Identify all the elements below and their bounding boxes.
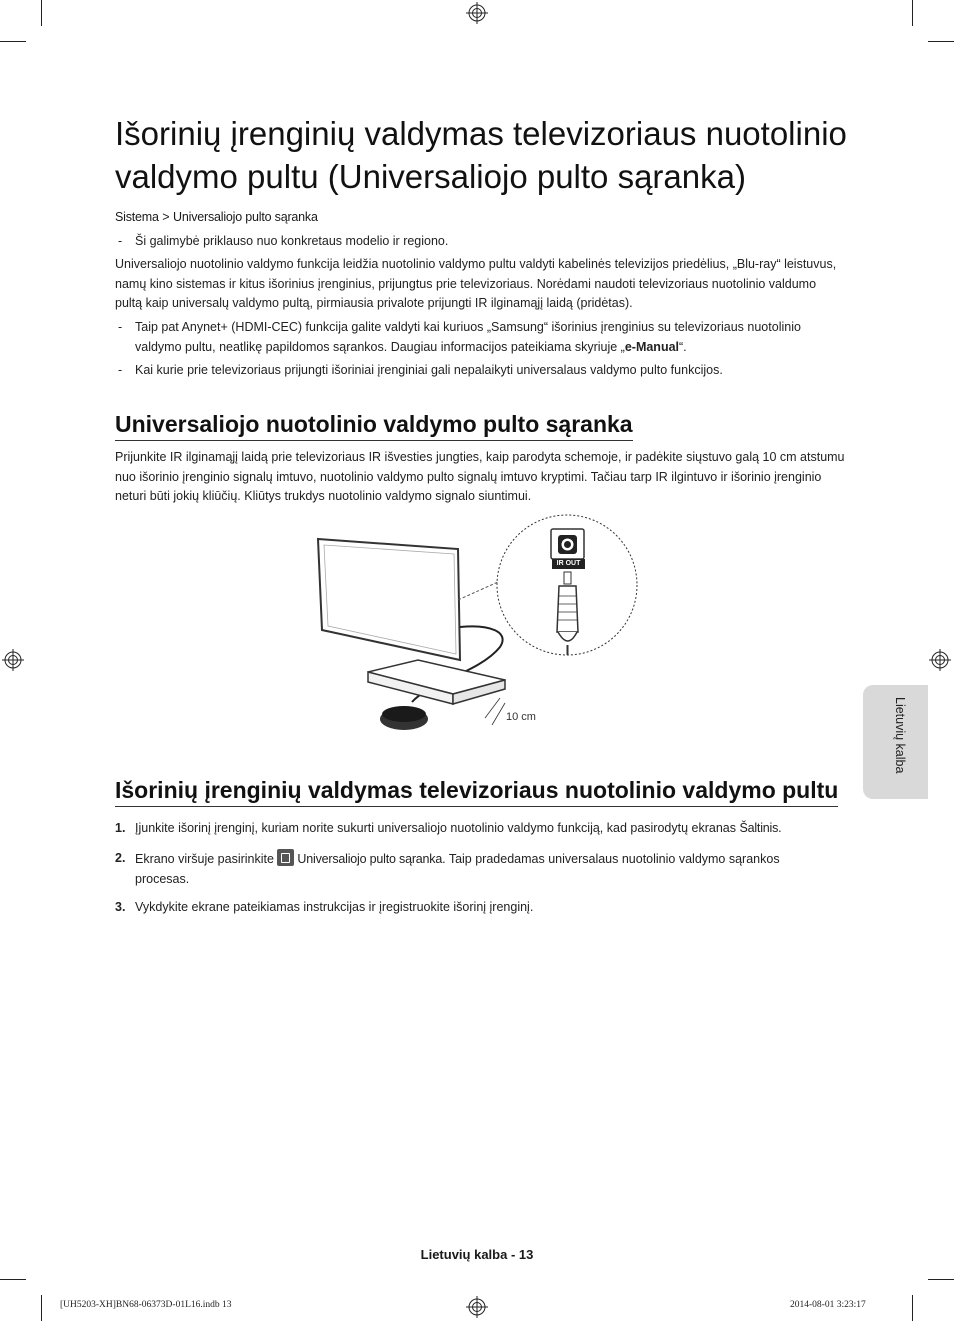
- section-paragraph: Prijunkite IR ilginamąjį laidą prie televizoriaus IR išvesties jungties, kaip parodyta schemoje, ir padėkite siųstuvo galą 10 cm atstumu nuo išorinio įrenginio signalų imtuvo, nuotolinio valdymo pulto signalų imtuvo kryptimi. Tačiau tarp IR ilgintuvo ir išorinio įrenginio neturi būti jokių kliūčių. Kliūtys trukdys nuotolinio valdymo signalo siuntimui.: [115, 450, 845, 503]
- note-text: Ši galimybė priklauso nuo konkretaus modelio ir regiono.: [135, 234, 449, 248]
- crop-mark: [41, 0, 42, 26]
- crop-mark: [912, 0, 913, 26]
- ir-extender-diagram: [300, 512, 650, 737]
- step-item: [115, 849, 835, 889]
- print-slug-left: [UH5203-XH]BN68-06373D-01L16.indb 13: [60, 1300, 232, 1310]
- registration-mark-icon: [466, 1296, 488, 1318]
- note-text-part: Taip pat Anynet+ (HDMI-CEC) funkcija galite valdyti kai kuriuos „Samsung“ išorinius įrenginius su televizoriaus nuotolinio valdymo pultu, neatlikę papildomos sąrankos. Daugiau informacijos pateikiama skyriuje „: [135, 320, 801, 354]
- dash-bullet: -: [118, 234, 123, 248]
- note-item: [118, 232, 838, 252]
- note-text: Kai kurie prie televizoriaus prijungti išoriniai įrenginiai gali nepalaikyti universalaus valdymo pulto funkcijos.: [135, 363, 723, 377]
- registration-mark-icon: [466, 2, 488, 24]
- step-text-part: Ekrano viršuje pasirinkite: [135, 852, 278, 866]
- step-item: [115, 819, 835, 839]
- universal-remote-setup-icon: [277, 849, 294, 866]
- step-item: [115, 898, 835, 918]
- step-text: [135, 819, 835, 839]
- distance-label: 10 cm: [506, 711, 536, 723]
- print-slug-right: 2014-08-01 3:23:17: [790, 1300, 866, 1310]
- language-side-tab: [863, 685, 928, 799]
- breadcrumb-item: Universaliojo pulto sąranka: [173, 210, 318, 224]
- tv-illustration: [318, 539, 460, 660]
- breadcrumb: [115, 208, 318, 226]
- ui-term: Universaliojo pulto sąranka: [297, 852, 443, 866]
- step-text: [135, 849, 835, 889]
- crop-mark: [41, 1295, 42, 1321]
- step-text-part: Įjunkite išorinį įrenginį, kuriam norite sukurti universaliojo nuotolinio valdymo funkciją, kad pasirodytų ekranas: [135, 821, 740, 835]
- step-text-part: . Taip pradedamas universalaus nuotolinio valdymo sąrankos procesas.: [135, 852, 780, 886]
- crop-mark: [928, 41, 954, 42]
- crop-mark: [928, 1279, 954, 1280]
- ir-out-label: IR OUT: [556, 560, 581, 567]
- note-item: [118, 318, 838, 357]
- section-heading: Universaliojo nuotolinio valdymo pulto sąranka: [115, 410, 633, 441]
- note-item: [118, 361, 838, 381]
- dash-bullet: -: [118, 320, 123, 334]
- note-text-part: “.: [679, 339, 687, 354]
- note-text: [135, 318, 838, 357]
- side-tab-label: Lietuvių kalba: [893, 697, 907, 774]
- breadcrumb-item: Sistema: [115, 210, 159, 224]
- crop-mark: [0, 41, 26, 42]
- step-number: 3.: [115, 900, 126, 914]
- crop-mark: [912, 1295, 913, 1321]
- step-number: 1.: [115, 821, 126, 835]
- section-heading: Išorinių įrenginių valdymas televizoriaus nuotolinio valdymo pultu: [115, 776, 838, 807]
- crop-mark: [0, 1279, 26, 1280]
- ui-term: Šaltinis: [739, 821, 779, 835]
- e-manual-link[interactable]: e-Manual: [624, 339, 680, 354]
- intro-paragraph: Universaliojo nuotolinio valdymo funkcija leidžia nuotolinio valdymo pultu valdyti kabelinės televizijos priedėlius, „Blu-ray“ leistuvus, namų kino sistemas ir kitus išorinius įrenginius, prijungtus prie televizoriaus. Norėdami naudoti televizoriaus nuotolinio valdumo pultą kaip universalų valdymo pultą, pirmiausia privalote prijungti IR ilginamąjį laidą (pridėtas).: [115, 257, 837, 310]
- step-number: 2.: [115, 851, 126, 865]
- registration-mark-icon: [2, 649, 24, 671]
- page-title: Išorinių įrenginių valdymas televizoriaus nuotolinio valdymo pultu (Universaliojo pulto sąranka): [115, 115, 847, 195]
- step-text-part: .: [778, 821, 782, 835]
- page-footer: Lietuvių kalba - 13: [420, 1247, 534, 1262]
- breadcrumb-separator: >: [162, 210, 170, 224]
- step-text: Vykdykite ekrane pateikiamas instrukcijas ir įregistruokite išorinį įrenginį.: [135, 900, 534, 914]
- dash-bullet: -: [118, 363, 123, 377]
- registration-mark-icon: [929, 649, 951, 671]
